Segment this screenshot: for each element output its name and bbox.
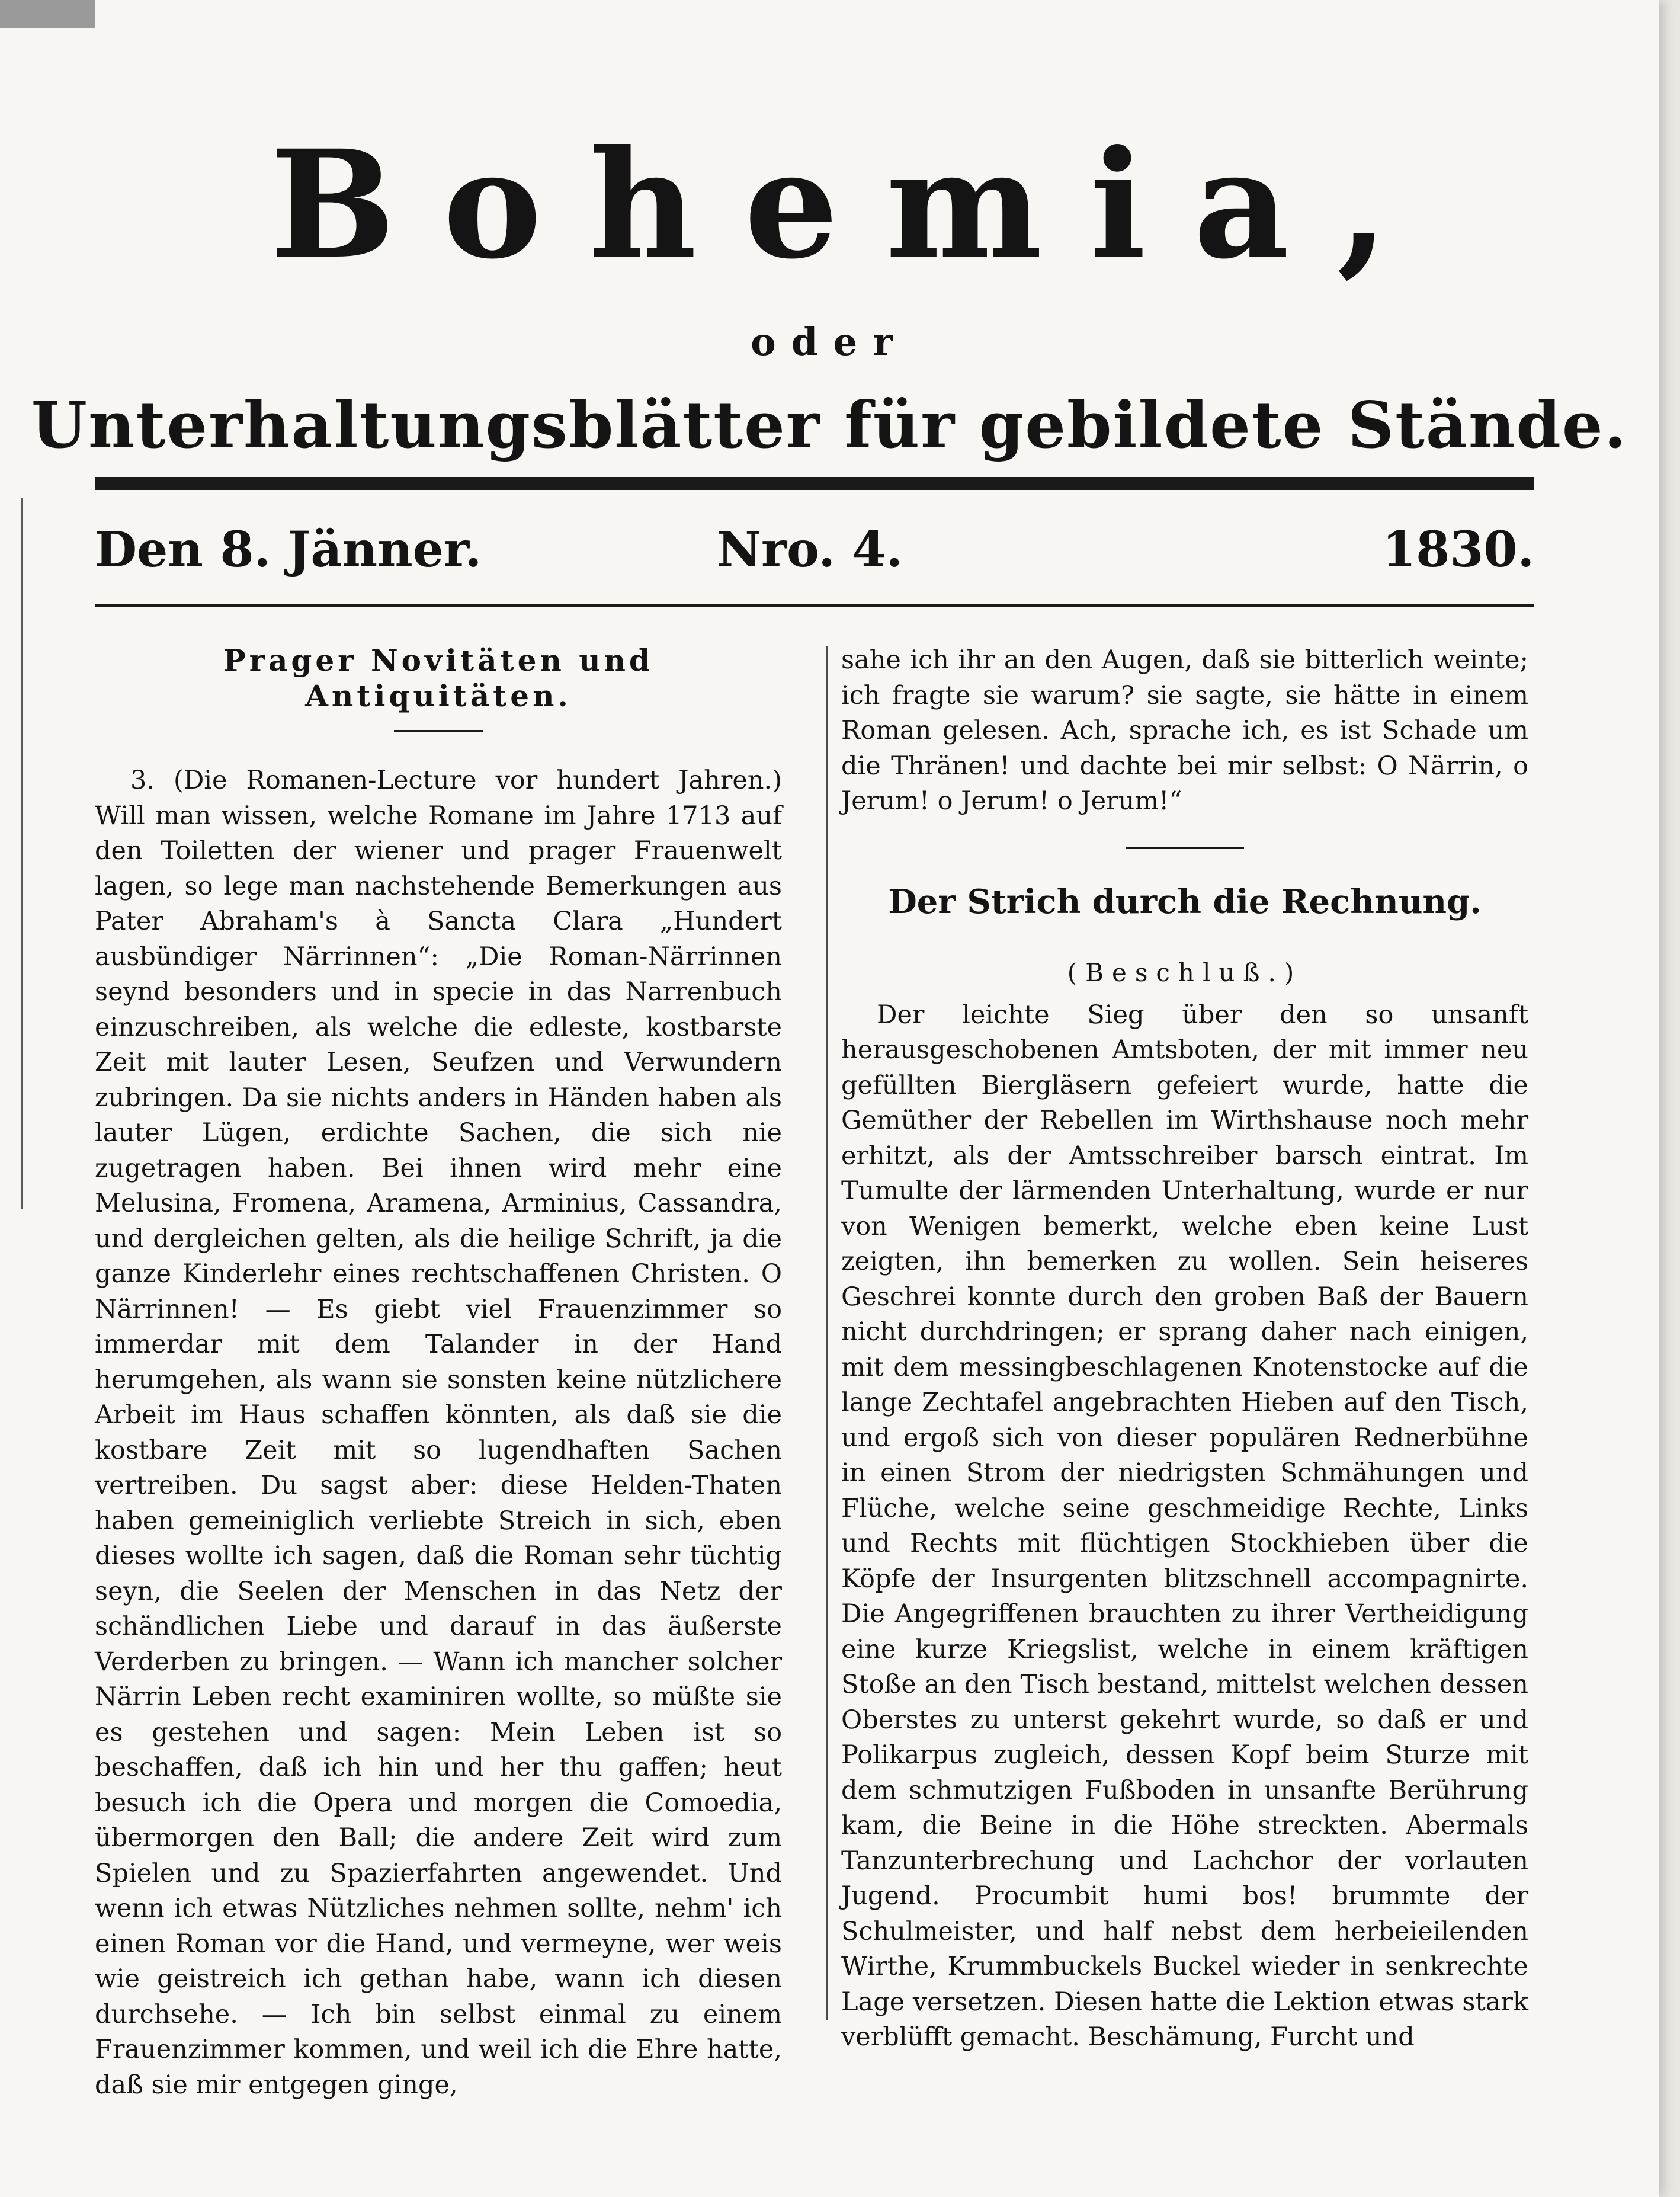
section-rule — [1126, 847, 1244, 849]
right-column — [841, 643, 1528, 2055]
page-corner-tab — [0, 0, 95, 28]
issue-number: Nro. 4. — [717, 521, 903, 578]
left-column — [95, 643, 782, 2103]
article-continuation: sahe ich ihr an den Augen, daß sie bitterlich weinte; ich fragte sie warum? sie sagte, sie hätte in einem Roman gelesen. Ach, sprache ich, es ist Schade um die Thränen! und dachte bei mir selbst: O Närrin, o Jerum! o Jerum! o Jerum!“ — [841, 645, 1528, 816]
dateline — [95, 521, 1534, 587]
column-divider — [826, 646, 828, 2020]
masthead — [0, 117, 1659, 463]
issue-date: Den 8. Jänner. — [95, 521, 482, 578]
margin-line — [21, 498, 23, 1209]
issue-year: 1830. — [1382, 521, 1534, 578]
article-body-strich: Der leichte Sieg über den so unsanft herausgeschobenen Amtsboten, der mit immer neu gefüllten Biergläsern gefeiert wurde, hatte die Gemüther der Rebellen im Wirthshause noch mehr erhitzt, als der Amtsschreiber barsch eintrat. Im Tumulte der lärmenden Unterhaltung, wurde er nur von Wenigen bemerkt, welche eben keine Lust zeigten, ihn bemerken zu wollen. Sein heiseres Geschrei konnte durch den groben Baß der Bauern nicht durchdringen; er sprang daher nach einigen, mit dem messingbeschlagenen Knotenstocke auf die lange Zechtafel angebrachten Hieben auf den Tisch, und ergoß sich von dieser populären Rednerbühne in einen Strom der niedrigsten Schmähungen und Flüche, welche seine geschmeidige Rechte, Links und Rechts mit flüchtigen Stockhieben über die Köpfe der Insurgenten blitzschnell accompagnirte. Die Angegriffenen brauchten zu ihrer Vertheidigung eine kurze Kriegslist, welche in einem kräftigen Stoße an den Tisch bestand, mittelst welchen dessen Oberstes zu unterst gekehrt wurde, so daß er und Polikarpus zugleich, dessen Kopf beim Sturze mit dem schmutzigen Fußboden in unsanfte Berührung kam, die Beine in die Höhe streckten. Abermals Tanzunterbrechung und Lachchor der vorlauten Jugend. Procumbit humi bos! brummte der Schulmeister, und half nebst dem herbeieilenden Wirthe, Krummbuckels Buckel wieder in senkrechte Lage versetzen. Diesen hatte die Lektion etwas stark verblüfft gemacht. Beschämung, Furcht und — [841, 1000, 1528, 2052]
newspaper-title: Bohemia, — [270, 117, 1436, 292]
dateline-rule — [95, 604, 1534, 607]
masthead-rule — [95, 477, 1534, 490]
newspaper-subtitle: Unterhaltungsblätter für gebildete Stände. — [31, 388, 1628, 463]
heading-rule — [394, 730, 483, 732]
article-subheading: (Beschluß.) — [1067, 958, 1303, 987]
title-connector: oder — [751, 320, 908, 364]
article-body-novitaeten: 3. (Die Romanen-Lecture vor hundert Jahren.) Will man wissen, welche Romane im Jahre 1713 auf den Toiletten der wiener und prager Frauenwelt lagen, so lege man nachstehende Bemerkungen aus Pater Abraham's à Sancta Clara „Hundert ausbündiger Närrinnen“: „Die Roman-Närrinnen seynd besonders und in specie in das Narrenbuch einzuschreiben, als welche die edleste, kostbarste Zeit mit lauter Lesen, Seufzen und Verwundern zubringen. Da sie nichts anders in Händen haben als lauter Lügen, erdichte Sachen, die sich nie zugetragen haben. Bei ihnen wird mehr eine Melusina, Fromena, Aramena, Arminius, Cassandra, und dergleichen gelten, als die heilige Schrift, ja die ganze Kinderlehr eines rechtschaffenen Christen. O Närrinnen! — Es giebt viel Frauenzimmer so immerdar mit dem Talander in der Hand herumgehen, als wann sie sonsten keine nützlichere Arbeit im Haus schaffen könnten, als daß sie die kostbare Zeit mit so lugendhaften Sachen vertreiben. Du sagst aber: diese Helden-Thaten haben gemeiniglich verliebte Streich in sich, eben dieses wollte ich sagen, daß die Roman sehr tüchtig seyn, die Seelen der Menschen in das Netz der schändlichen Liebe und darauf in das äußerste Verderben zu bringen. — Wann ich mancher solcher Närrin Leben recht examiniren wollte, so müßte sie es gestehen und sagen: Mein Leben ist so beschaffen, daß ich hin und her thu gaffen; heut besuch ich die Opera und morgen die Comoedia, übermorgen den Ball; die andere Zeit wird zum Spielen und zu Spazierfahrten angewendet. Und wenn ich etwas Nützliches nehmen sollte, nehm' ich einen Roman vor die Hand, und vermeyne, wer weis wie geistreich ich gethan habe, wann ich diesen durchsehe. — Ich bin selbst einmal zu einem Frauenzimmer kommen, und weil ich die Ehre hatte, daß sie mir entgegen ginge, — [95, 766, 782, 2100]
article-heading-strich: Der Strich durch die Rechnung. — [888, 882, 1482, 921]
article-heading-novitaeten: Prager Novitäten und Antiquitäten. — [223, 643, 653, 713]
